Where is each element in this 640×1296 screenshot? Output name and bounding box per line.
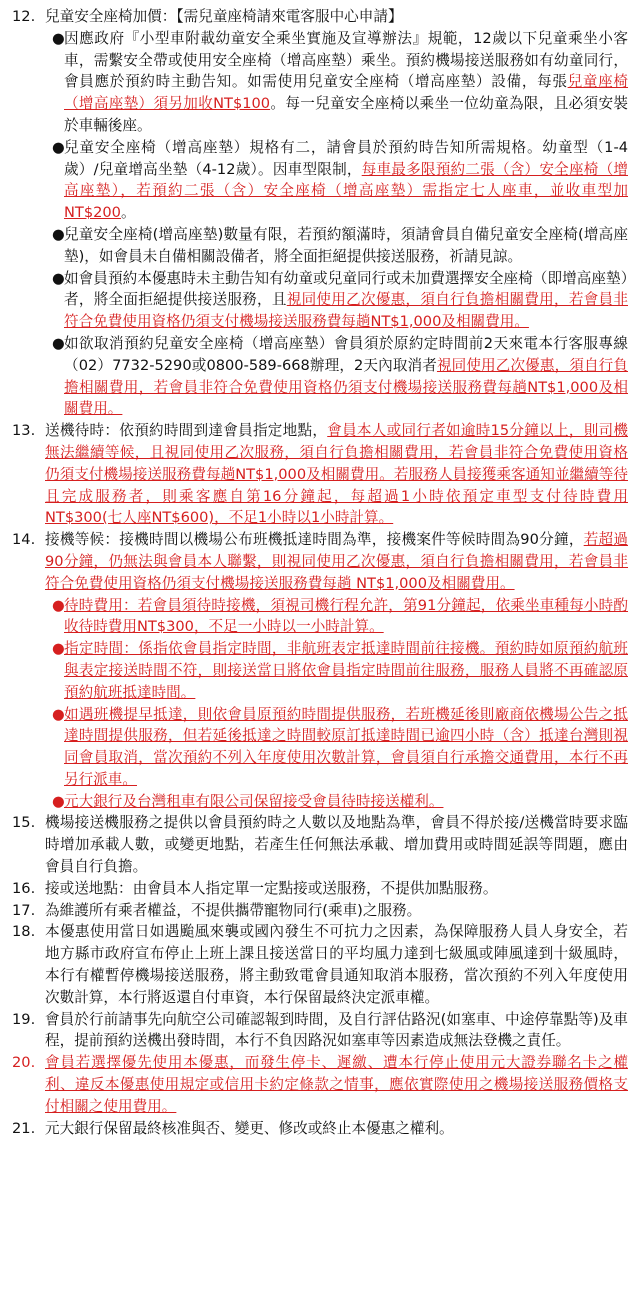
bullet-icon: ● [52,596,65,614]
term-bullet [52,595,628,639]
term-number: 20. [12,1054,36,1072]
term-item-13 [12,420,628,529]
term-text: 元大銀行保留最終核准與否、變更、修改或終止本優惠之權利。 [45,1119,454,1137]
term-plain-text: 送機待時：依預約時間到達會員指定地點， [45,422,328,440]
bullet-text: 兒童安全座椅(增高座墊)數量有限，若預約額滿時，須請會員自備兒童安全座椅(增高座墊)，如會員未自備相關設備者，將全面拒絕提供接送服務，祈請見諒。 [64,225,628,265]
bullet-red-text: 如遇班機提早抵達，則依會員原預約時間提供服務，若班機延後則廠商依機場公告之抵達時間提供服務，但若延後抵達之時間較原訂抵達時間已逾四小時（含）抵達台灣則視同會員取消，當次預約不列入年度使用次數計算，會員須自行承擔交通費用，本行不再另行派車。 [64,705,628,788]
term-bullet [52,268,628,333]
bullet-red-text: 兒童座椅（增高座墊）須另加收NT$100 [64,73,628,113]
term-number: 17. [12,901,36,919]
term-red-text: 會員若選擇優先使用本優惠，而發生停卡、遲繳、遭本行停止使用元大證券聯名卡之權利、違反本優惠使用規定或信用卡約定條款之情事，應依實際使用之機場接送服務價格支付相關之使用費用。 [45,1054,628,1115]
term-red-text: 若超過90分鐘，仍無法與會員本人聯繫，則視同使用乙次優惠，須自行負擔相關費用，若會員非符合免費使用資格仍須支付機場接送服務費每趟 NT$1,000及相關費用。 [45,531,628,592]
term-bullet [52,224,628,268]
bullet-text: 因應政府『小型車附載幼童安全乘坐實施及宣導辦法』規範，12歲以下兒童乘坐小客車，需繫安全帶或使用安全座椅（增高座墊）乘坐。預約機場接送服務如有幼童同行，會員應於預約時主動告知。如需使用兒童安全座椅（增高座墊）設備，每張 [64,29,628,91]
term-text: 本優惠使用當日如遇颱風來襲或國內發生不可抗力之因素，為保障服務人員人身安全，若地方縣市政府宣布停止上班上課且接送當日的平均風力達到七級風或陣風達到十級風時，本行有權暫停機場接送服務，將主動致電會員通知取消本服務，當次預約不列入年度使用次數計算，本行將返還自付車資，本行保留最終決定派車權。 [45,923,628,1006]
term-text [45,529,628,594]
term-bullet [52,638,628,703]
term-number: 19. [12,1010,36,1028]
term-number: 15. [12,814,36,832]
term-number: 18. [12,923,36,941]
term-text [45,420,628,529]
bullet-tail-text: 。每一兒童安全座椅以乘坐一位幼童為限，且必須安裝於車輛後座。 [64,95,628,134]
term-red-text: 會員本人或同行者如逾時15分鐘以上，則司機無法繼續等候，且視同使用乙次服務，須自行負擔相關費用，若會員非符合免費使用資格仍須支付機場接送服務費每趟NT$1,000及相關費用。若服務人員接獲乘客通知並繼續等待且完成服務者，則乘客應自第16分鐘起，每超過1小時依預定車型支付待時費用NT$300(七人座NT$600)，不足1小時以1小時計算。 [45,422,628,527]
term-number: 16. [12,879,36,897]
term-plain-text: 接機等候：接機時間以機場公布班機抵達時間為準，接機案件等候時間為90分鐘， [45,531,584,549]
bullet-icon: ● [52,334,65,352]
bullet-red-text: 指定時間：係指依會員指定時間，非航班表定抵達時間前往接機。預約時如原預約航班與表定接送時間不符，則接送當日將依會員指定時間前往服務，服務人員將不再確認原預約航班抵達時間。 [64,640,628,701]
bullet-icon: ● [52,138,65,156]
term-number: 13. [12,422,36,440]
term-item-16 [12,878,628,900]
term-text: 會員於行前請事先向航空公司確認報到時間，及自行評估路況(如塞車、中途停靠點等)及車程，提前預約送機出發時間，本行不負因路況如塞車等因素造成無法登機之責任。 [45,1010,628,1050]
bullet-red-text: 待時費用：若會員須待時接機，須視司機行程允許，第91分鐘起，依乘坐車種每小時酌收待時費用NT$300，不足一小時以一小時計算。 [64,596,628,636]
bullet-tail-text: 。 [120,204,136,222]
term-item-19 [12,1009,628,1053]
bullet-text: 如會員預約本優惠時未主動告知有幼童或兒童同行或未加費選擇安全座椅（即增高座墊）者，將全面拒絕提供接送服務，且 [64,269,628,309]
term-number: 21. [12,1119,36,1137]
term-bullet [52,28,628,137]
term-text: 接或送地點：由會員本人指定單一定點接或送服務，不提供加點服務。 [45,879,498,897]
bullet-red-text: 視同使用乙次優惠，須自行負擔相關費用，若會員非符合免費使用資格仍須支付機場接送服務費每趟NT$1,000及相關費用。 [64,356,628,418]
bullet-icon: ● [52,640,65,658]
term-item-20 [12,1052,628,1117]
term-item-15 [12,812,628,877]
term-bullet [52,333,628,420]
bullet-red-text: 每車最多限預約二張（含）安全座椅（增高座墊），若預約二張（含）安全座椅（增高座墊）需指定七人座車，並收車型加NT$200 [64,160,628,222]
term-number: 12. [12,8,36,25]
bullet-icon: ● [52,705,65,723]
bullet-icon: ● [52,792,65,810]
bullet-red-text: 元大銀行及台灣租車有限公司保留接受會員待時接送權利。 [64,792,444,810]
term-number: 14. [12,531,36,549]
term-item-17 [12,900,628,922]
term-text: 兒童安全座椅加價：【需兒童座椅請來電客服中心申請】 [45,8,403,25]
term-item-12 [12,6,628,28]
term-item-14 [12,529,628,594]
term-text: 為維護所有乘者權益，不提供攜帶寵物同行(乘車)之服務。 [45,901,422,919]
term-bullet [52,704,628,791]
bullet-red-text: 視同使用乙次優惠，須自行負擔相關費用，若會員非符合免費使用資格仍須支付機場接送服務費每趟NT$1,000及相關費用。 [64,291,628,331]
term-item-21 [12,1118,628,1140]
bullet-text: 如欲取消預約兒童安全座椅（增高座墊）會員須於原約定時間前2天來電本行客服專線（02）7732-5290或0800-589-668辦理，2天內取消者 [64,334,628,374]
term-text: 機場接送機服務之提供以會員預約時之人數以及地點為準，會員不得於接/送機當時要求臨時增加承載人數，或變更地點，若產生任何無法承載、增加費用或時間延誤等問題，應由會員自行負擔。 [45,814,628,876]
term-bullet [52,137,628,224]
bullet-text: 兒童安全座椅（增高座墊）規格有二，請會員於預約時告知所需規格。幼童型（1-4歲）/兒童增高坐墊（4-12歲）。因車型限制， [64,138,628,178]
term-bullet [52,791,628,813]
bullet-icon: ● [52,269,65,287]
bullet-icon: ● [52,29,65,47]
term-item-18 [12,921,628,1008]
bullet-icon: ● [52,225,65,243]
